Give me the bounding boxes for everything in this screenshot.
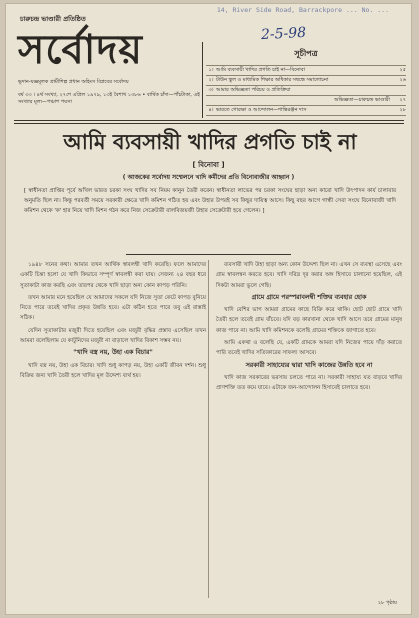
toc-page: ২৬: [399, 77, 406, 83]
toc-row: [206, 105, 406, 116]
founder-tagline: চারুচন্দ্র ভাণ্ডারী প্রতিষ্ঠিত: [20, 15, 86, 23]
article-paragraph: তখন আমার মনে হয়েছিল যে আমাদের সকলে যদি নিজে সুতা কেটে কাপড় বুনিয়ে নিতে পারে তবেই খাদির প্রকৃত উন্নতি হবে। এটা কঠিন হতে পারে তবু এই রাস্তাই সঠিক।: [20, 294, 206, 322]
article-paragraph: যেদিন সুতাকাটার মজুরী দিতে হয়েছিল এবং মজুরী বৃদ্ধির প্রস্তাব এসেছিল তখন আমরা বলেছিলাম যে কাটুনিদের মজুরী না বাড়ালে খাদির বিকাশ সম্ভব নয়।: [20, 327, 206, 345]
toc-num: ২।: [208, 77, 214, 83]
toc-page: ২৭: [399, 97, 406, 103]
article-column-left: [20, 260, 206, 383]
toc-row: [206, 85, 406, 95]
article-column-right: [216, 260, 402, 396]
issue-info: বর্ষ ৩৩ । ৪র্থ সংখ্যা, ২৭শে এপ্রিল ১৯৭৯, ১৩ই বৈশাখ ১৩৮৬ • বার্ষিক চাঁদা—পাঁচটাকা, এই সংখ্যার মূল্য—পঞ্চাশ পয়সা: [18, 92, 200, 105]
article-paragraph: খাদি বস্ত্র নয়, উহা এক বিচার। খাদি শুধু কাপড় নয়, উহা একটি জীবন দর্শন। শুধু বিক্রির জন্য খাদি তৈরী হলে খাদির মূল উদ্দেশ্য ব্যর্থ হয়।: [20, 362, 206, 379]
article-intro: [ স্বাধীনতা প্রাপ্তির পূর্বে অখিল ভারত চরকা সংঘ খাদির সব নিয়ম কানুন তৈরী করেন। স্বাধীনতা লাভের পর চরকা সংঘের ছাড়া অন্য কারো খাদি উৎপাদন কার্য চালাবার অনুমতি ছিল না। কিন্তু পরবর্তী সময়ে সরকারী ক্ষেত্রে খাদি কমিশন গঠিত হয় এবং উহার উপরই সব কিছুর দায়িত্ব আসে। কিছু বছর আগে গান্ধী সেবা সংঘে বিনোবাজী খাদি কমিশন থেকে 'ক' হার নিয়ে খাদি মিশন গঠন করে নিজ সেক্রেটারী বালবিজয়জী উহার সেক্রেটারী হয়ে গেলেন। ]: [24, 188, 396, 214]
header-rule-bottom: [14, 123, 404, 124]
toc-page: ২৫: [399, 67, 406, 73]
article-subheadline: ( আজকের সর্বোদয় সম্মেলনে খাদি কর্মীদের প্রতি বিনোবাজীর আহ্বান ): [122, 174, 295, 181]
toc-text: আমি ব্যবসায়ী খাদির প্রগতি চাই না—বিনোবা: [216, 67, 305, 73]
newspaper-page: [6, 4, 411, 614]
article-paragraph: খাদি কাজ সরকারের ভরসায় চলতে পারে না। সরকারী সাহায্য যত বাড়বে খাদির প্রাণশক্তি তত কমে যাবে। এটাকে জন-আন্দোলন হিসাবেই চালাতে হবে।: [216, 374, 402, 392]
header-vertical-rule: [202, 42, 203, 118]
article-paragraph: ১৯৪৮ সনের কথা। আমার তখন আর্থিক স্বাবলম্বী খাদি করেছি। ফলে আমাদের একটি চিন্তা হলো যে খাদি কিভাবে সম্পূর্ণ স্বাবলম্বী করা যায়। সেজন্য ২৪ বছর ধরে সুতাকাটা কাজ করছি এবং তারপর থেকে খাদি ছাড়া অন্য কোন কাপড় পরিনি।: [20, 262, 206, 289]
article-paragraph: আমি একথা ও বলেছি যে, একটি গ্রামকে আমরা যদি নিজের পায়ে দাঁড় করাতে পারি তবেই খাদির সত্যিকারের সাফল্য আসবে।: [216, 340, 402, 357]
toc-num: ১।: [208, 67, 214, 73]
article-headline: আমি ব্যবসায়ী খাদির প্রগতি চাই না: [63, 130, 357, 154]
toc-page: ২৮: [399, 107, 406, 113]
toc-text: আমার অভিজ্ঞতা পরিচয় ও প্রতিক্রিয়া: [216, 87, 291, 93]
toc-row: [206, 75, 406, 85]
toc-text: ভারতে গোরক্ষা ও আন্দোলন—শান্তিরঞ্জন দাস: [216, 107, 307, 113]
section-heading: "খাদি বস্ত্র নয়, উহা এক বিচার": [73, 349, 153, 357]
toc-num: ৪।: [208, 107, 214, 113]
article-paragraph: খাদি বেশির ভাগ আমরা গ্রামের কাছে বিক্রি করে থাকি। ছোট ছোট গ্রামে খাদি তৈরী হলে তবেই গ্রাম বাঁচবে। যদি বড় কারখানা থেকে খাদি আসে তবে গ্রামের মানুষ কাজ পাবে না। আমি খাদি কমিশনকে বলেছি গ্রামের শক্তিকে জাগাতে হবে।: [216, 307, 402, 334]
toc-text: টাউন স্কুল ও মাধ্যমিক শিক্ষার অধিকার সম্বন্ধে সমালোচনা: [216, 77, 329, 83]
continued-note: ২৮ পৃষ্ঠায়: [377, 600, 397, 606]
toc-row: [206, 65, 406, 75]
masthead-subtagline: ভূদান-যজ্ঞমূলক গ্রামীশিল্প প্রধান অহিংস বিপ্লবের সর্বোদয়: [18, 79, 129, 85]
toc-text: অভিজ্ঞতা—চারুচন্দ্র ভাণ্ডারী: [334, 97, 390, 103]
section-heading: গ্রামে গ্রামে পরস্পরাবলম্বী শক্তির ব্যবহার হোক: [251, 293, 367, 301]
intro-divider: [126, 254, 291, 255]
column-divider: [208, 260, 209, 598]
masthead-title: সর্বোদয়: [18, 27, 143, 73]
header-rule-top: [14, 120, 404, 121]
toc-title: সূচীপত্র: [294, 49, 318, 58]
toc-page: [390, 86, 406, 95]
library-stamp: 14, River Side Road, Barrackpore ... No. ...: [216, 6, 389, 14]
toc-row: [206, 95, 406, 105]
table-of-contents: [206, 48, 406, 116]
article-byline: [ বিনোবা ]: [192, 161, 225, 169]
handwritten-date: 2-5-98: [260, 24, 307, 44]
section-heading: সরকারী সাহায্যের দ্বারা খাদি কাজের উন্নতি হবে না: [245, 361, 373, 369]
article-paragraph: ব্যবসায়ী খাদি উহা ছাড়া অন্য কোন উদ্দেশ্য ছিল না। এখন সে ব্যবস্থা এসেছে এবং গ্রাম স্বাবলম্বন করতে হবে। খাদি দরিদ্র দূর করার অঙ্গ হিসাবে চালানো হয়েছিল, এই দিকটা আমরা ভুলে গেছি।: [216, 262, 402, 289]
toc-num: [206, 96, 216, 105]
toc-num: ৩।: [208, 87, 214, 93]
